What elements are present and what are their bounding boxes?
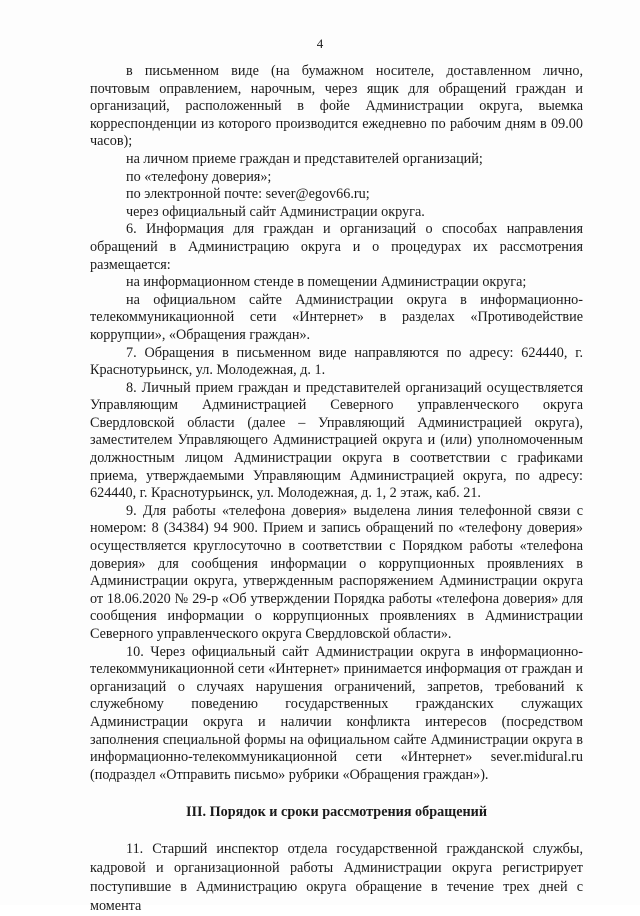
paragraph-6: 6. Информация для граждан и организаций о способах направления обращений в Администрацию округа и о процедурах их рассмотрения размещается: [90, 221, 583, 273]
paragraph-8: 8. Личный прием граждан и представителей организаций осуществляется Управляющим Администрацией Северного управленческого округа Свердловской области (далее – Управляющий Администрацией округа), заместителем Управляющего Администрацией округа и (или) уполномоченным должностным лицом Администрации округа в соответствии с графиками приема, утверждаемыми Управляющим Администрацией округа, по адресу: 624440, г. Краснотурьинск, ул. Молодежная, д. 1, 2 этаж, каб. 21. [90, 379, 583, 502]
paragraph-personal-reception: на личном приеме граждан и представителей организаций; [126, 150, 483, 167]
paragraph-official-site: через официальный сайт Администрации округа. [126, 203, 425, 220]
paragraph-9: 9. Для работы «телефона доверия» выделена линия телефонной связи с номером: 8 (34384) 94 900. Прием и запись обращений по «телефону доверия» осуществляется круглосуточно в соответствии с Порядком работы «телефона доверия» для сообщения информации о коррупционных проявлениях в Администрации округа, утвержденным распоряжением Администрации округа от 18.06.2020 № 29-р «Об утверждении Порядка работы «телефона доверия» для сообщения информации о коррупционных проявлениях в Администрации Северного управленческого округа Свердловской области». [90, 502, 583, 642]
paragraph-10: 10. Через официальный сайт Администрации округа в информационно-телекоммуникационной сети «Интернет» принимается информация от граждан и организаций о случаях нарушения ограничений, запретов, требований к служебному поведению государственных гражданских служащих Администрации округа и наличии конфликта интересов (посредством заполнения специальной формы на официальном сайте Администрации округа в информационно-телекоммуникационной сети «Интернет» sever.midural.ru (подраздел «Отправить письмо» рубрики «Обращения граждан»). [90, 643, 583, 783]
paragraph-7: 7. Обращения в письменном виде направляются по адресу: 624440, г. Краснотурьинск, ул. Молодежная, д. 1. [90, 344, 583, 379]
paragraph-website-sections: на официальном сайте Администрации округа в информационно-телекоммуникационной сети «Интернет» в разделах «Противодействие коррупции», «Обращения граждан». [90, 291, 583, 343]
paragraph-written-form: в письменном виде (на бумажном носителе, доставленном лично, почтовым оправлением, нарочным, через ящик для обращений граждан и организаций, расположенный в фойе Администрации округа, выемка корреспонденции из которого производится ежедневно по рабочим дням в 09.00 часов); [90, 63, 583, 150]
section-heading: III. Порядок и сроки рассмотрения обращений [185, 804, 488, 821]
paragraph-hotline: по «телефону доверия»; [126, 168, 272, 185]
document-body [90, 63, 583, 916]
page-number: 4 [316, 36, 324, 51]
paragraph-info-stand: на информационном стенде в помещении Администрации округа; [126, 274, 527, 291]
paragraph-11: 11. Старший инспектор отдела государственной гражданской службы, кадровой и организационной работы Администрации округа регистрирует поступившие в Администрацию округа обращение в течение трех дней с момента [90, 840, 583, 914]
paragraph-email: по электронной почте: sever@egov66.ru; [126, 186, 370, 203]
